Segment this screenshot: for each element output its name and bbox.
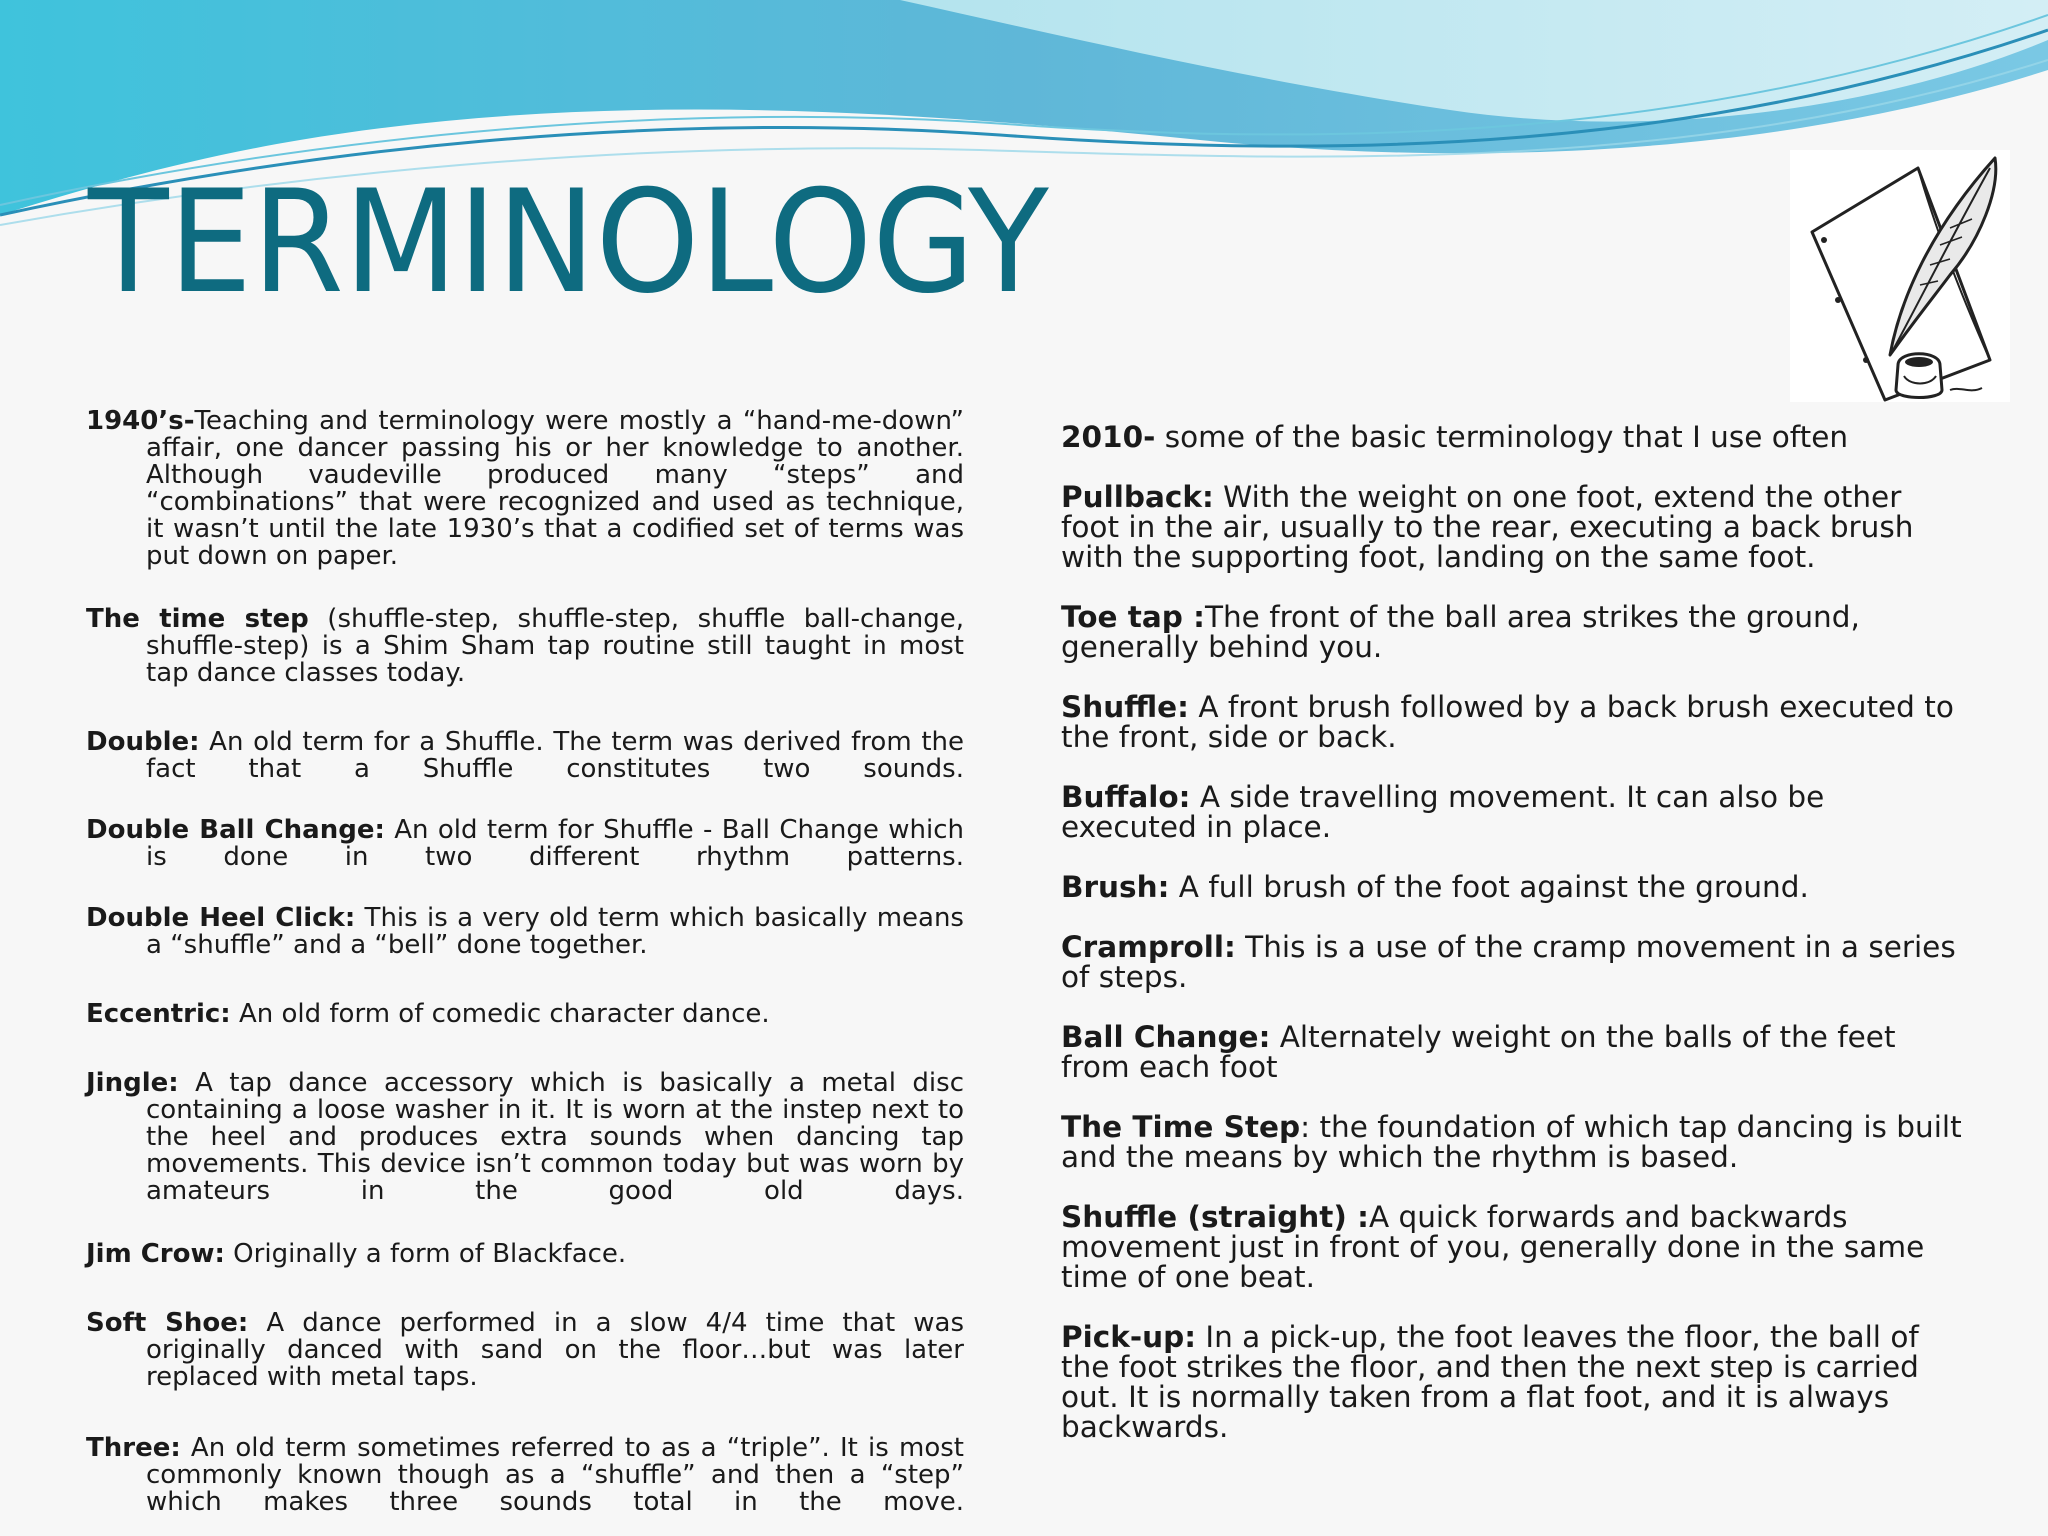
term-label: Eccentric: [86, 999, 231, 1029]
definition-double-ball-change [86, 817, 964, 871]
definition-text: The front of the ball area strikes the ground, generally behind you. [1061, 600, 1860, 664]
definition-the-time-step [1061, 1112, 1966, 1172]
definition-text: An old term sometimes referred to as a “triple”. It is most commonly known though as a “shuffle” and then a “step” which makes three sounds total in the move. [146, 1433, 964, 1517]
definition-three [86, 1435, 964, 1516]
definition-text: Teaching and terminology were mostly a “hand-me-down” affair, one dancer passing his or her knowledge to another. Although vaudeville produced many “steps” and “combinations” that were recognized and used as technique, it wasn’t until the late 1930’s that a codified set of terms was put down on paper. [146, 406, 964, 571]
definition-jim-crow [86, 1241, 964, 1268]
definition-double-heel-click [86, 905, 964, 959]
definition-text: Alternately weight on the balls of the feet from each foot [1061, 1020, 1896, 1084]
term-label: Jim Crow: [86, 1239, 225, 1269]
term-label: Ball Change: [1061, 1020, 1271, 1054]
definition-text: An old term for Shuffle - Ball Change which is done in two different rhythm patterns. [146, 815, 964, 872]
definition-shuffle-straight [1061, 1202, 1966, 1292]
definition-jingle [86, 1070, 964, 1205]
definition-text: A full brush of the foot against the ground. [1169, 870, 1809, 904]
definition-text: This is a use of the cramp movement in a series of steps. [1061, 930, 1956, 994]
definition-pick-up [1061, 1322, 1966, 1442]
definition-text: With the weight on one foot, extend the other foot in the air, usually to the rear, executing a back brush with the supporting foot, landing on the same foot. [1061, 480, 1914, 574]
left-column-definitions [86, 408, 964, 1516]
term-label: Pullback: [1061, 480, 1214, 514]
definition-shuffle [1061, 692, 1966, 752]
term-label: 2010- [1061, 420, 1156, 454]
term-label: Double: [86, 727, 200, 757]
definition-pullback [1061, 482, 1966, 572]
quill-and-inkwell-icon [1790, 150, 2010, 402]
definition-eccentric [86, 1001, 964, 1028]
term-label: Double Ball Change: [86, 815, 385, 845]
definition-text: An old form of comedic character dance. [230, 999, 770, 1029]
term-label: Shuffle: [1061, 690, 1189, 724]
definition-text: : the foundation of which tap dancing is built and the means by which the rhythm is based. [1061, 1110, 1962, 1174]
term-label: Jingle: [86, 1068, 179, 1098]
term-label: Brush: [1061, 870, 1170, 904]
right-column-definitions [1061, 422, 1966, 1442]
definition-ball-change [1061, 1022, 1966, 1082]
term-label: Pick-up: [1061, 1320, 1196, 1354]
definition-text: A side travelling movement. It can also be executed in place. [1061, 780, 1825, 844]
definition-double [86, 729, 964, 783]
term-label: Cramproll: [1061, 930, 1236, 964]
definition-text: Originally a form of Blackface. [224, 1239, 627, 1269]
definition-1940s [86, 408, 964, 570]
slide-title: TERMINOLOGY [88, 160, 1049, 325]
term-label: Buffalo: [1061, 780, 1191, 814]
definition-text: some of the basic terminology that I use often [1155, 420, 1849, 454]
definition-text: A dance performed in a slow 4/4 time that was originally danced with sand on the floor…but was later replaced with metal taps. [146, 1308, 964, 1392]
definition-brush [1061, 872, 1966, 902]
term-label: The Time Step [1061, 1110, 1301, 1144]
definition-toe-tap [1061, 602, 1966, 662]
term-label: Shuffle (straight) : [1061, 1200, 1369, 1234]
term-label: Soft Shoe: [86, 1308, 249, 1338]
definition-time-step [86, 606, 964, 687]
definition-2010 [1061, 422, 1966, 452]
definition-buffalo [1061, 782, 1966, 842]
definition-text: In a pick-up, the foot leaves the floor, the ball of the foot strikes the floor, and then the next step is carried out. It is normally taken from a flat foot, and it is always backwards. [1061, 1320, 1919, 1444]
definition-cramproll [1061, 932, 1966, 992]
definition-text: A tap dance accessory which is basically a metal disc containing a loose washer in it. It is worn at the instep next to the heel and produces extra sounds when dancing tap movements. This device isn’t common today but was worn by amateurs in the good old days. [146, 1068, 964, 1206]
term-label: 1940’s- [86, 406, 195, 436]
term-label: The time step [86, 604, 309, 634]
definition-text: A front brush followed by a back brush executed to the front, side or back. [1061, 690, 1954, 754]
definition-text: (shuffle-step, shuffle-step, shuffle ball-change, shuffle-step) is a Shim Sham tap routine still taught in most tap dance classes today. [146, 604, 964, 688]
definition-soft-shoe [86, 1310, 964, 1391]
definition-text: A quick forwards and backwards movement just in front of you, generally done in the same time of one beat. [1061, 1200, 1925, 1294]
term-label: Double Heel Click: [86, 903, 356, 933]
definition-text: An old term for a Shuffle. The term was derived from the fact that a Shuffle constitutes two sounds. [146, 727, 964, 784]
term-label: Three: [86, 1433, 181, 1463]
term-label: Toe tap : [1061, 600, 1205, 634]
definition-text: This is a very old term which basically means a “shuffle” and a “bell” done together. [146, 903, 964, 960]
